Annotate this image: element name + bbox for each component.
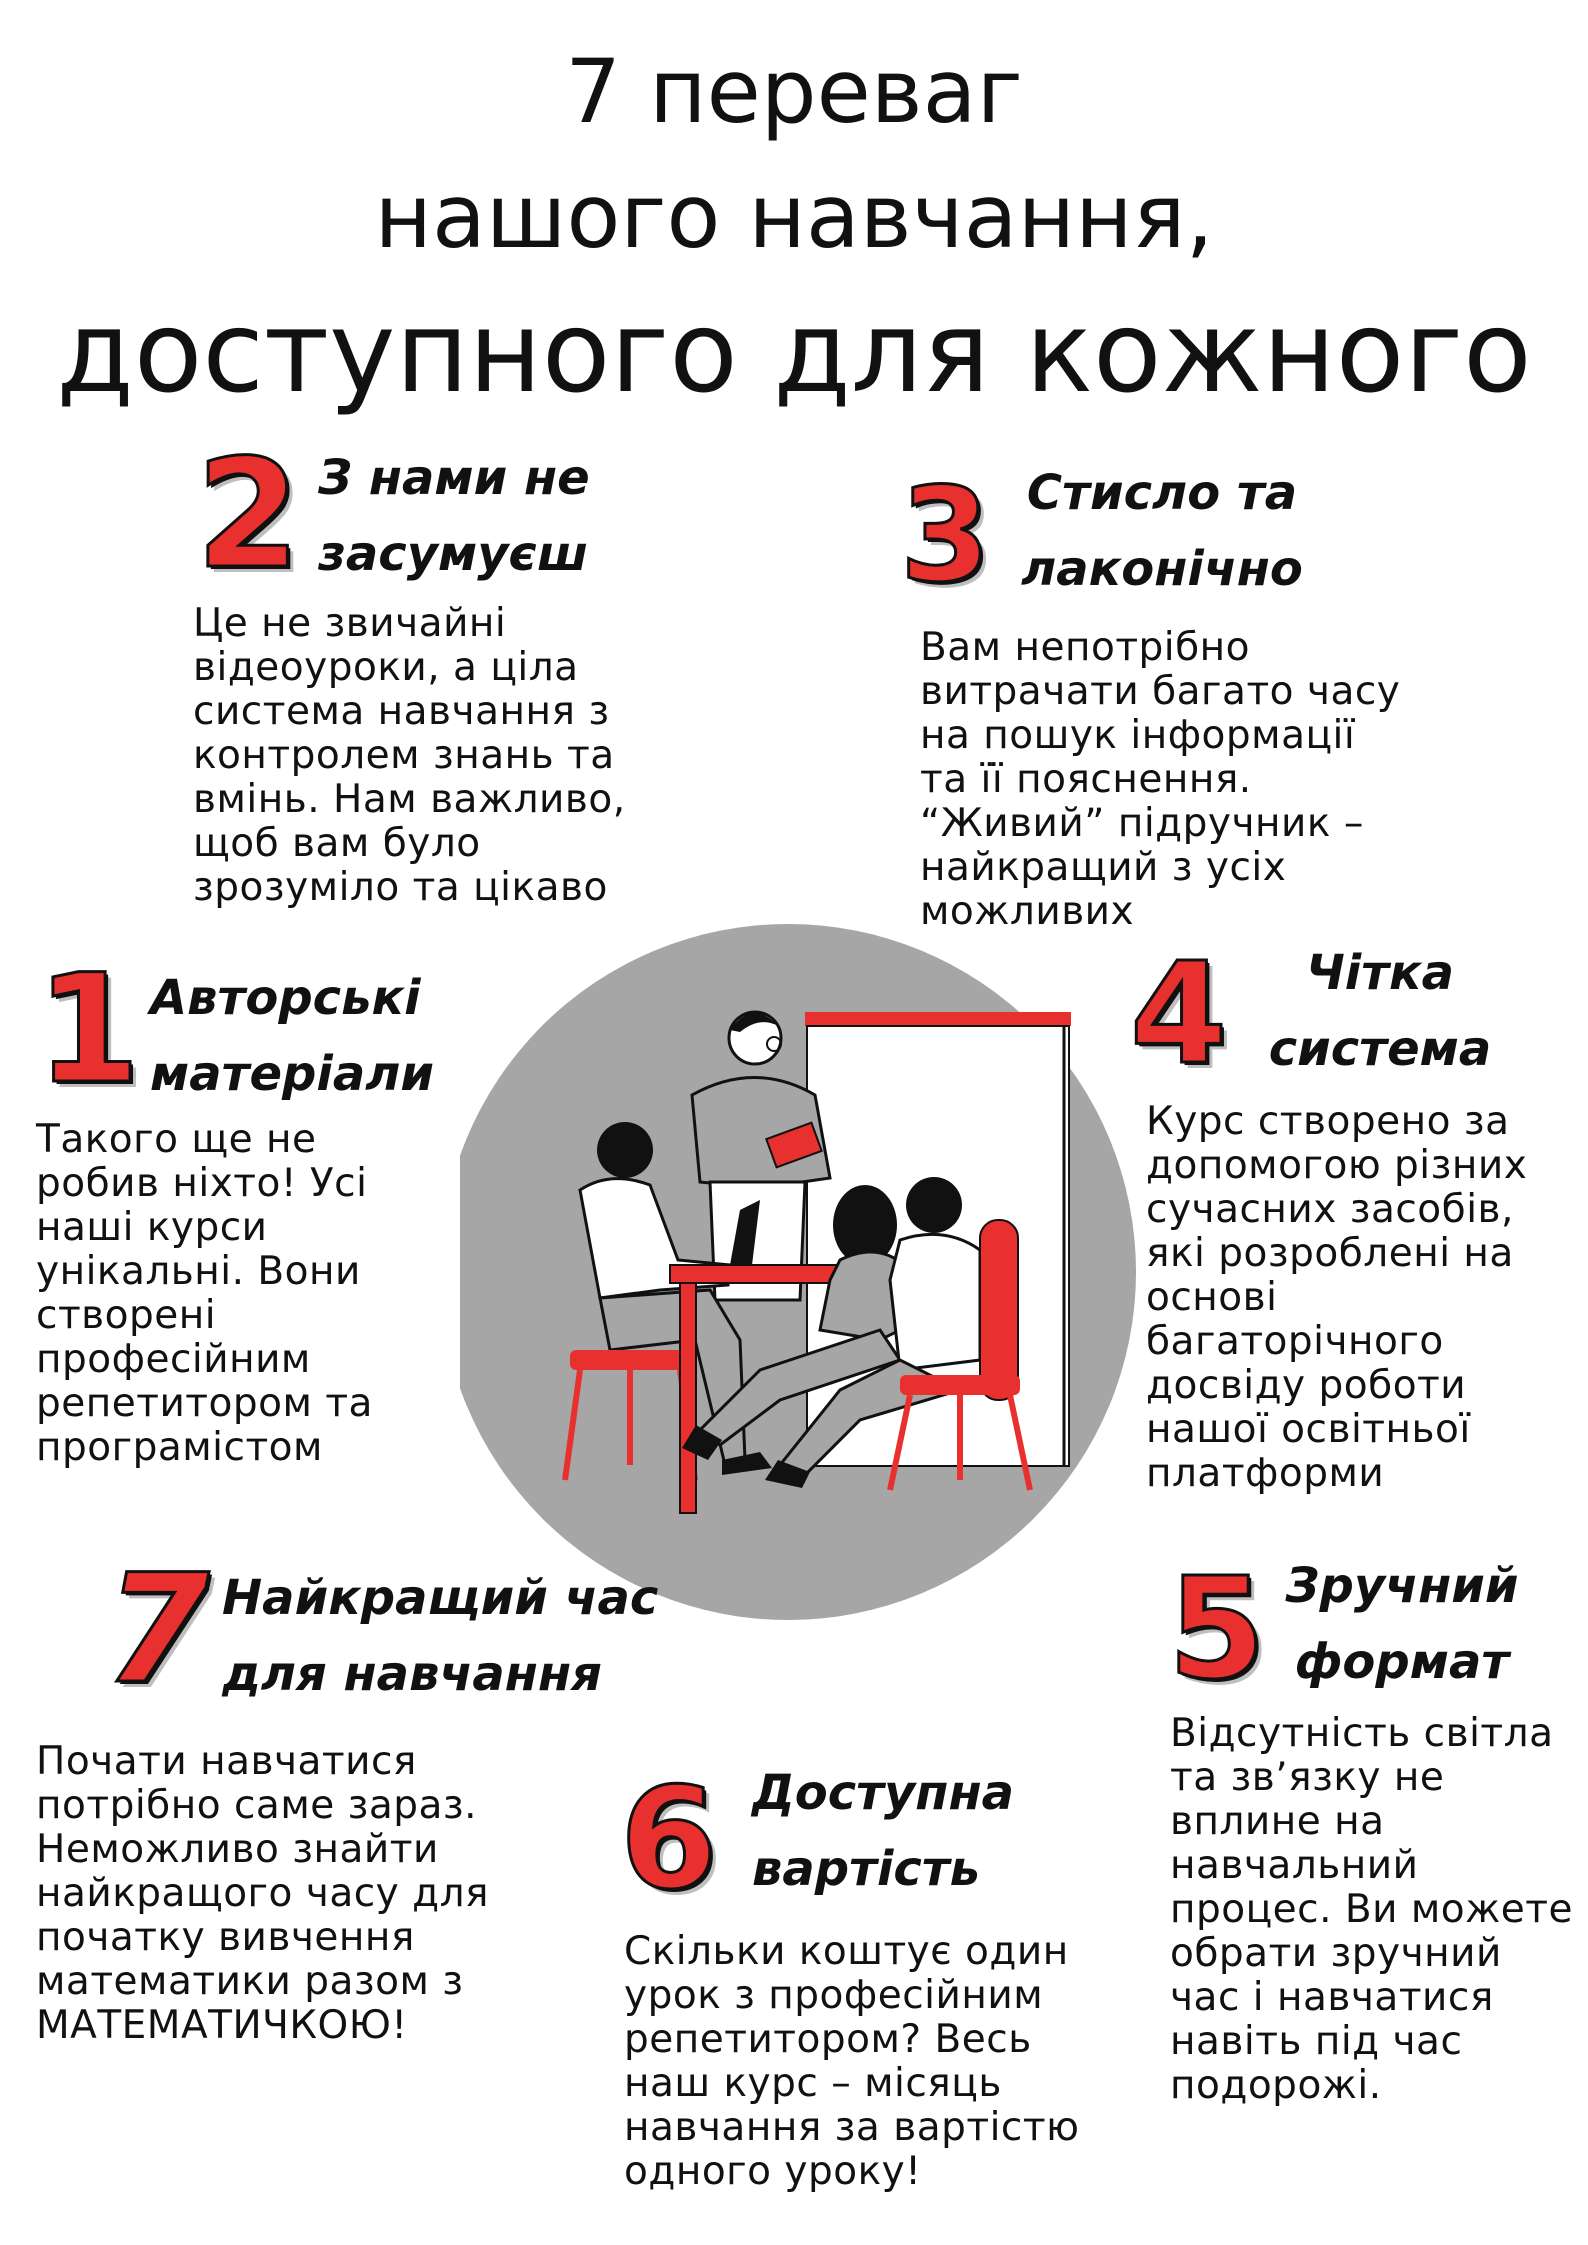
item-1-text-line: репетитором та bbox=[36, 1381, 373, 1426]
item-6-heading-line: вартість bbox=[752, 1841, 981, 1897]
title-line-1: 7 переваг bbox=[565, 40, 1023, 143]
item-2-text-line: відеоуроки, а ціла bbox=[193, 645, 579, 690]
item-6-text-line: репетитором? Весь bbox=[624, 2017, 1032, 2062]
item-1-heading-line: матеріали bbox=[150, 1046, 434, 1102]
item-3-text bbox=[920, 626, 1400, 934]
item-2-heading bbox=[318, 440, 590, 592]
item-5-text-line: навіть під час bbox=[1170, 2019, 1463, 2064]
item-4-text-line: допомогою різних bbox=[1146, 1143, 1528, 1188]
item-3-text-line: “Живий” підручник – bbox=[920, 801, 1364, 846]
item-2-text bbox=[193, 602, 626, 910]
item-4-heading-line: Чітка bbox=[1305, 945, 1455, 1001]
item-1-heading-line: Авторські bbox=[150, 970, 421, 1026]
item-2-number: 2 bbox=[196, 428, 301, 602]
item-2-text-line: вмінь. Нам важливо, bbox=[193, 777, 626, 822]
item-2-text-line: щоб вам було bbox=[193, 821, 481, 866]
item-2-text-line: зрозуміло та цікаво bbox=[193, 865, 608, 910]
item-4-heading-line: система bbox=[1268, 1021, 1492, 1077]
item-1-text-line: професійним bbox=[36, 1337, 311, 1382]
item-6-text bbox=[624, 1930, 1079, 2194]
item-4-text-line: сучасних засобів, bbox=[1146, 1187, 1514, 1232]
title-line-2: нашого навчання, bbox=[374, 165, 1214, 268]
item-5-text-line: подорожі. bbox=[1170, 2063, 1382, 2108]
item-7-text-line: математики разом з bbox=[36, 1959, 464, 2004]
item-5-heading bbox=[1272, 1548, 1532, 1700]
item-5-text-line: Відсутність світла bbox=[1170, 1711, 1554, 1756]
item-5-number: 5 bbox=[1168, 1548, 1266, 1711]
item-5-text-line: процес. Ви можете bbox=[1170, 1887, 1574, 1932]
item-7-text-line: початку вивчення bbox=[36, 1915, 415, 1960]
item-6-heading-line: Доступна bbox=[752, 1765, 1015, 1821]
item-6-text-line: навчання за вартістю bbox=[624, 2105, 1080, 2150]
item-1-text-line: програмістом bbox=[36, 1425, 323, 1470]
item-5-text-line: навчальний bbox=[1170, 1843, 1419, 1888]
item-3-heading-line: Стисло та bbox=[1026, 465, 1298, 521]
title-line-3: доступного для кожного bbox=[56, 288, 1532, 418]
item-7-text-line: потрібно саме зараз. bbox=[36, 1783, 478, 1828]
item-6-number: 6 bbox=[620, 1758, 718, 1921]
item-7-text bbox=[36, 1740, 489, 2048]
item-3-text-line: та її пояснення. bbox=[920, 757, 1252, 802]
item-2-text-line: система навчання з bbox=[193, 689, 610, 734]
item-4-text-line: досвіду роботи bbox=[1146, 1363, 1467, 1408]
item-6-text-line: одного уроку! bbox=[624, 2149, 922, 2194]
item-4-heading bbox=[1240, 935, 1520, 1087]
item-1-text-line: створені bbox=[36, 1293, 217, 1338]
item-1-text-line: наші курси bbox=[36, 1205, 268, 1250]
whiteboard-top bbox=[805, 1012, 1071, 1026]
item-5-text-line: обрати зручний bbox=[1170, 1931, 1502, 1976]
item-1-number: 1 bbox=[36, 943, 141, 1117]
item-7-text-line: найкращого часу для bbox=[36, 1871, 490, 1916]
item-5-heading-line: Зручний bbox=[1285, 1558, 1519, 1614]
item-1-text bbox=[36, 1118, 373, 1470]
item-1-text-line: унікальні. Вони bbox=[36, 1249, 361, 1294]
item-2-text-line: Це не звичайні bbox=[193, 601, 507, 646]
item-4-number: 4 bbox=[1130, 933, 1228, 1096]
item-3-heading bbox=[1012, 455, 1312, 607]
item-3-heading-line: лаконічно bbox=[1021, 541, 1303, 597]
item-5-text-line: вплине на bbox=[1170, 1799, 1385, 1844]
item-2-heading-line: З нами не bbox=[318, 450, 590, 506]
item-4-text-line: Курс створено за bbox=[1146, 1099, 1510, 1144]
item-7-text-line: Почати навчатися bbox=[36, 1739, 417, 1784]
item-6-text-line: урок з професійним bbox=[624, 1973, 1044, 2018]
item-7-heading-line: для навчання bbox=[222, 1646, 602, 1702]
item-5-text bbox=[1170, 1712, 1573, 2108]
item-3-text-line: на пошук інформації bbox=[920, 713, 1356, 758]
item-1-text-line: Такого ще не bbox=[36, 1117, 317, 1162]
item-4-text-line: основі bbox=[1146, 1275, 1278, 1320]
item-4-text-line: платформи bbox=[1146, 1451, 1385, 1496]
item-5-heading-line: формат bbox=[1294, 1634, 1510, 1690]
item-3-text-line: витрачати багато часу bbox=[920, 669, 1401, 714]
item-4-text-line: які розроблені на bbox=[1146, 1231, 1514, 1276]
item-3-text-line: Вам непотрібно bbox=[920, 625, 1251, 670]
item-6-text-line: наш курс – місяць bbox=[624, 2061, 1002, 2106]
item-7-heading-line: Найкращий час bbox=[222, 1570, 659, 1626]
item-2-text-line: контролем знань та bbox=[193, 733, 615, 778]
item-7-heading bbox=[222, 1560, 659, 1712]
item-1-heading bbox=[150, 960, 434, 1112]
item-6-text-line: Скільки коштує один bbox=[624, 1929, 1069, 1974]
item-7-text-line: МАТЕМАТИЧКОЮ! bbox=[36, 2003, 408, 2048]
item-7-text-line: Неможливо знайти bbox=[36, 1827, 439, 1872]
team-meeting-illustration bbox=[460, 920, 1140, 1620]
item-5-text-line: час і навчатися bbox=[1170, 1975, 1494, 2020]
item-3-number: 3 bbox=[900, 459, 991, 611]
item-2-heading-line: засумуєш bbox=[318, 526, 588, 582]
item-1-text-line: робив ніхто! Усі bbox=[36, 1161, 368, 1206]
item-4-text bbox=[1146, 1100, 1527, 1496]
item-6-heading bbox=[752, 1755, 1014, 1907]
item-3-text-line: можливих bbox=[920, 889, 1135, 934]
item-7-number: 7 bbox=[105, 1543, 210, 1717]
item-4-text-line: нашої освітньої bbox=[1146, 1407, 1471, 1452]
item-5-text-line: та зв’язку не bbox=[1170, 1755, 1445, 1800]
item-3-text-line: найкращий з усіх bbox=[920, 845, 1287, 890]
item-4-text-line: багаторічного bbox=[1146, 1319, 1444, 1364]
